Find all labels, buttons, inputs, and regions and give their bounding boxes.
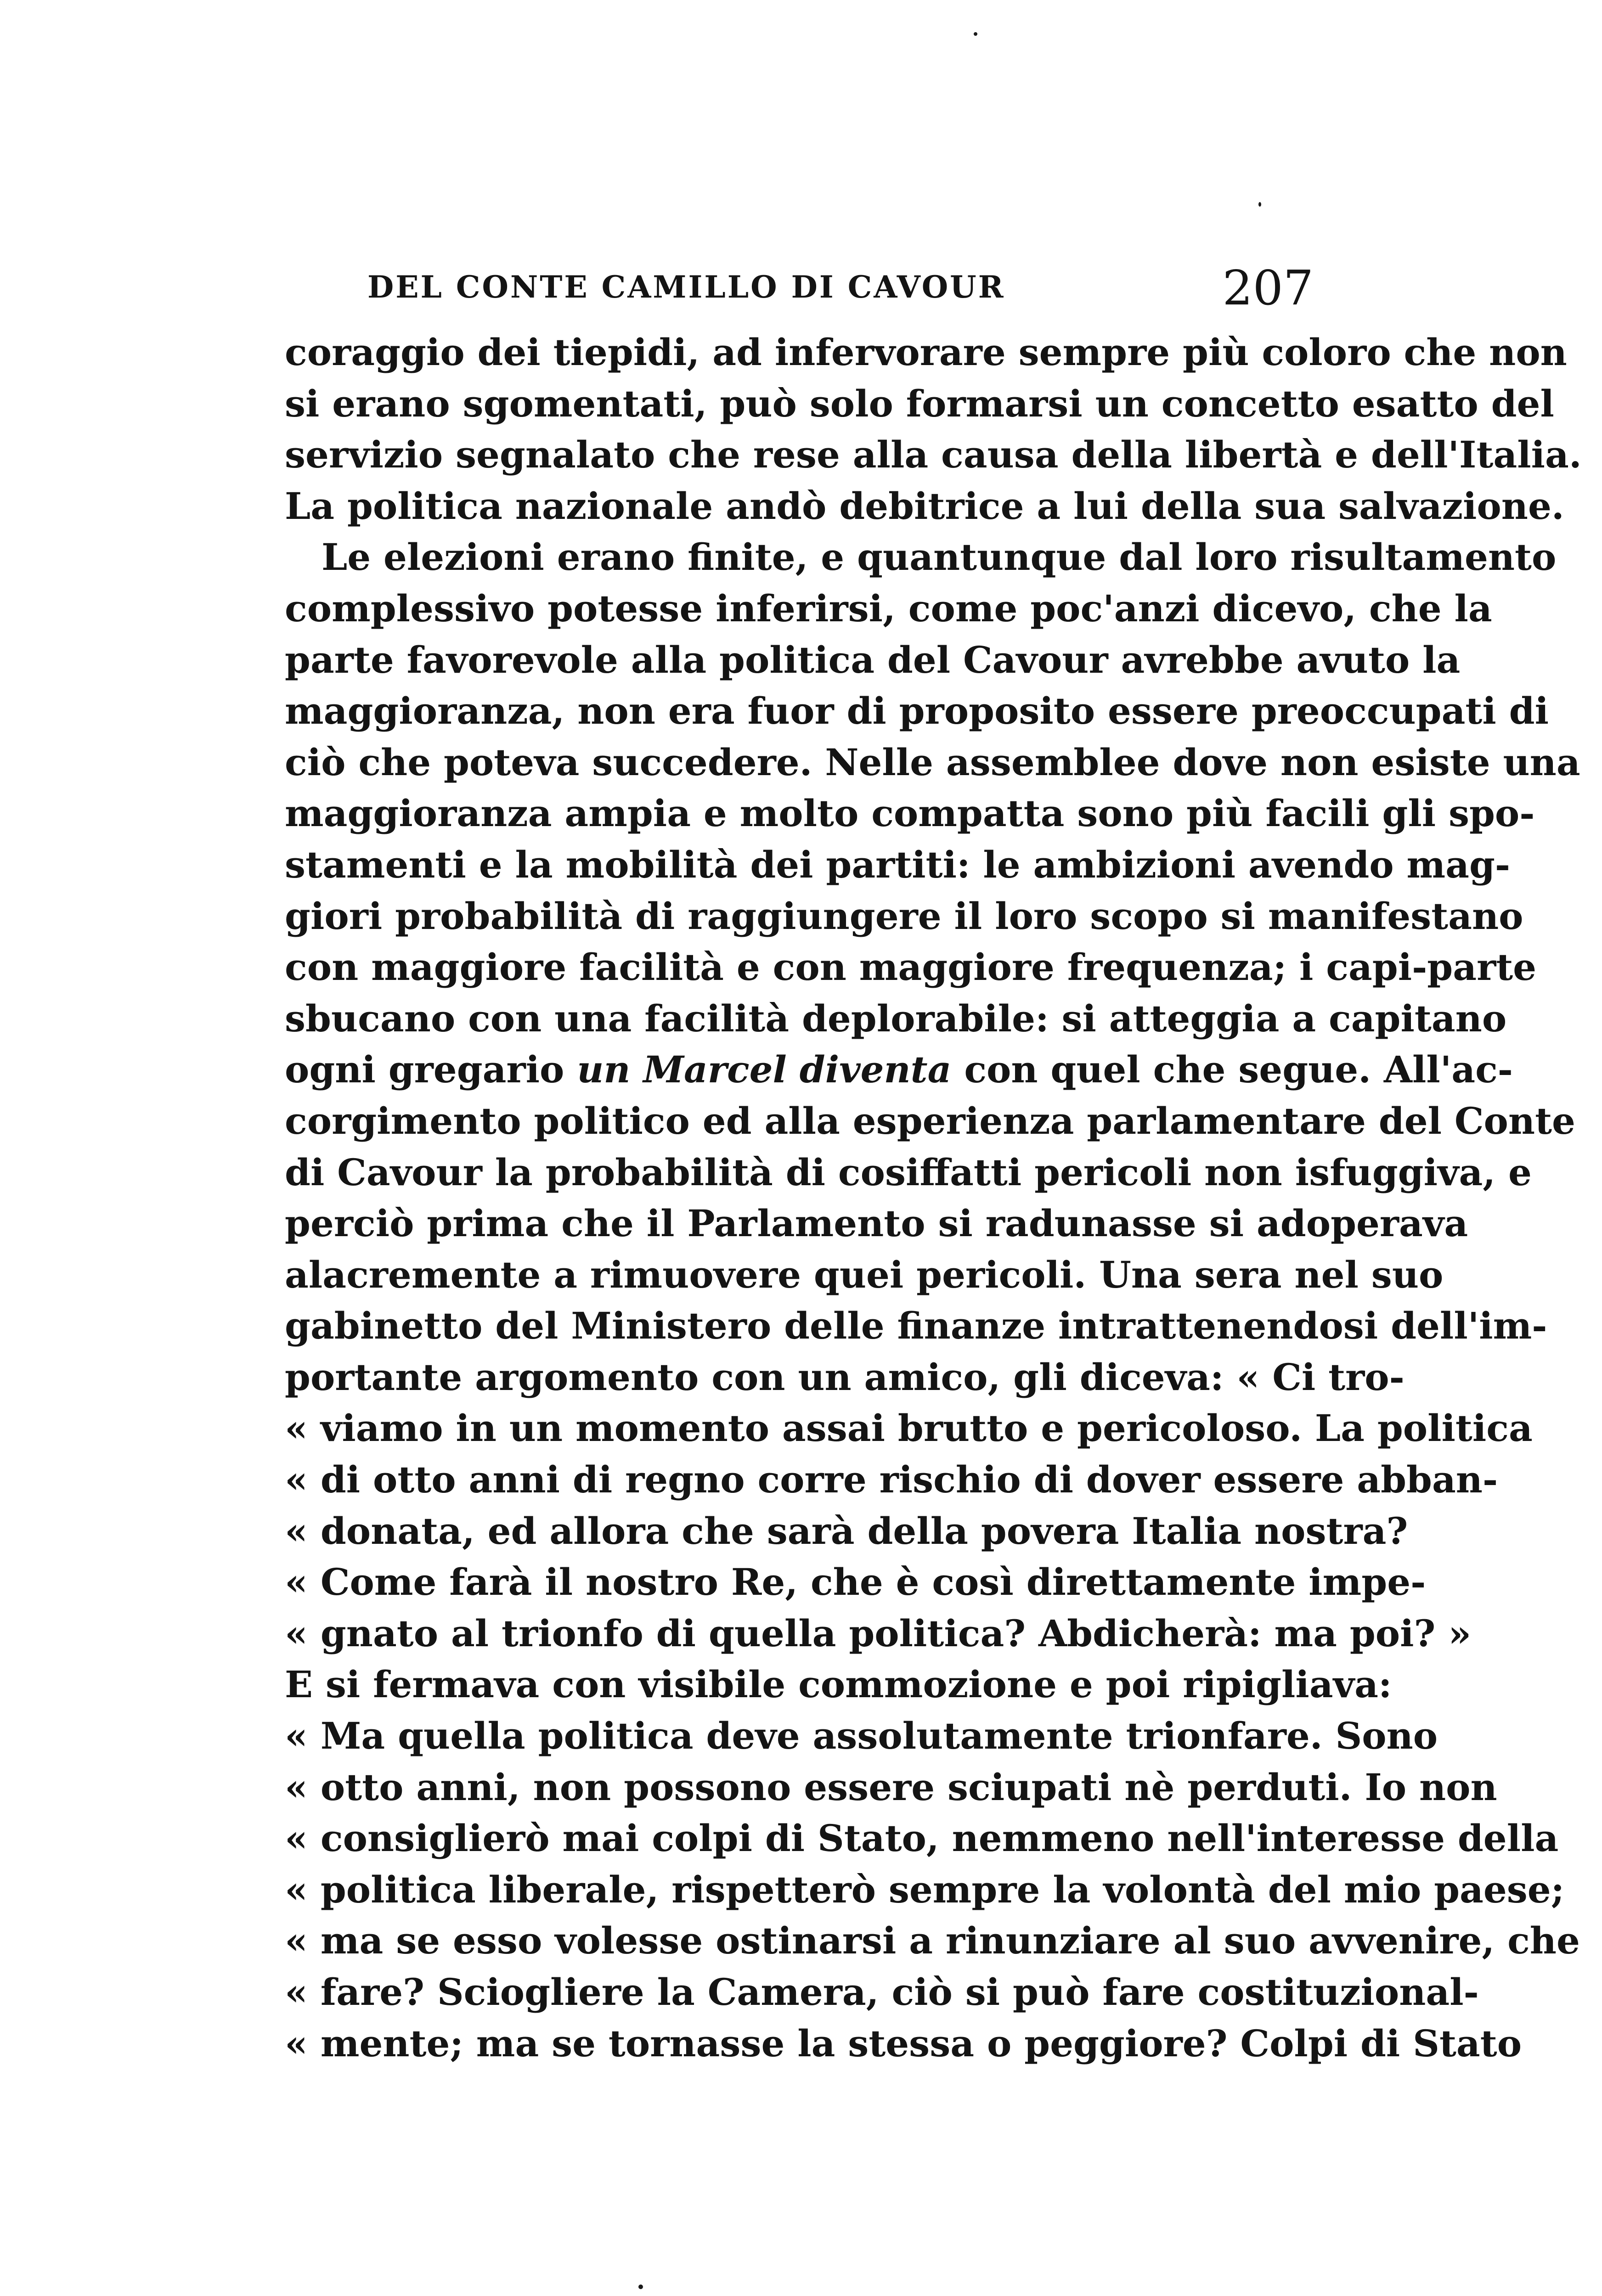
- text-line: coraggio dei tiepidi, ad infervorare sempre più coloro che non: [285, 331, 1567, 374]
- page-header: [285, 260, 1314, 315]
- text-line: maggioranza, non era fuor di proposito essere preoccupati di: [285, 689, 1549, 733]
- text-segment: con quel che segue. All'ac-: [964, 1048, 1513, 1092]
- text-line: « di otto anni di regno corre rischio di dover essere abban-: [285, 1458, 1498, 1502]
- text-line: gabinetto del Ministero delle finanze intrattenendosi dell'im-: [285, 1304, 1547, 1348]
- text-line: Le elezioni erano finite, e quantunque dal loro risultamento: [322, 535, 1557, 579]
- text-line: « Come farà il nostro Re, che è così direttamente impe-: [285, 1560, 1426, 1604]
- text-line: perciò prima che il Parlamento si radunasse si adoperava: [285, 1202, 1468, 1245]
- text-line: « gnato al trionfo di quella politica? Abdicherà: ma poi? »: [285, 1611, 1472, 1655]
- text-segment: ogni gregario: [285, 1048, 564, 1092]
- scan-speck: [974, 32, 977, 36]
- text-line: alacremente a rimuovere quei pericoli. Una sera nel suo: [285, 1253, 1444, 1296]
- text-line: La politica nazionale andò debitrice a lui della sua salvazione.: [285, 484, 1564, 528]
- text-line: stamenti e la mobilità dei partiti: le ambizioni avendo mag-: [285, 843, 1511, 886]
- text-line: corgimento politico ed alla esperienza parlamentare del Conte: [285, 1099, 1575, 1142]
- scan-speck: [1258, 202, 1261, 207]
- italic-phrase: un Marcel diventa: [577, 1048, 952, 1092]
- text-line: servizio segnalato che rese alla causa della libertà e dell'Italia.: [285, 433, 1582, 477]
- text-line: portante argomento con un amico, gli diceva: « Ci tro-: [285, 1355, 1405, 1399]
- text-line: « otto anni, non possono essere sciupati nè perduti. Io non: [285, 1765, 1497, 1809]
- text-line: « Ma quella politica deve assolutamente trionfare. Sono: [285, 1714, 1438, 1758]
- text-line: si erano sgomentati, può solo formarsi un concetto esatto del: [285, 382, 1554, 425]
- running-title: DEL CONTE CAMILLO DI CAVOUR: [367, 269, 1005, 305]
- text-line: « donata, ed allora che sarà della povera Italia nostra?: [285, 1509, 1408, 1553]
- text-line: « fare? Sciogliere la Camera, ciò si può fare costituzional-: [285, 1970, 1479, 2014]
- text-line: « ma se esso volesse ostinarsi a rinunziare al suo avvenire, che: [285, 1919, 1580, 1963]
- text-line-mixed: [285, 1044, 1513, 1096]
- text-line: « mente; ma se tornasse la stessa o peggiore? Colpi di Stato: [285, 2021, 1522, 2065]
- text-line: giori probabilità di raggiungere il loro scopo si manifestano: [285, 894, 1523, 938]
- page-number: 207: [1222, 260, 1314, 316]
- text-line: « viamo in un momento assai brutto e pericoloso. La politica: [285, 1407, 1533, 1450]
- text-line: ciò che poteva succedere. Nelle assemblee dove non esiste una: [285, 740, 1580, 784]
- text-line: « consiglierò mai colpi di Stato, nemmeno nell'interesse della: [285, 1817, 1559, 1860]
- body-text: [285, 327, 1582, 2069]
- text-line: complessivo potesse inferirsi, come poc'anzi dicevo, che la: [285, 586, 1492, 630]
- text-line: di Cavour la probabilità di cosiffatti pericoli non isfuggiva, e: [285, 1150, 1532, 1194]
- text-line: maggioranza ampia e molto compatta sono più facili gli spo-: [285, 792, 1535, 835]
- text-line: « politica liberale, rispetterò sempre la volontà del mio paese;: [285, 1868, 1565, 1911]
- text-line: con maggiore facilità e con maggiore frequenza; i capi-parte: [285, 945, 1537, 989]
- text-line: E si fermava con visibile commozione e poi ripigliava:: [285, 1663, 1392, 1706]
- scan-speck: [638, 2285, 643, 2289]
- text-line: sbucano con una facilità deplorabile: si atteggia a capitano: [285, 996, 1507, 1040]
- text-line: parte favorevole alla politica del Cavour avrebbe avuto la: [285, 638, 1461, 681]
